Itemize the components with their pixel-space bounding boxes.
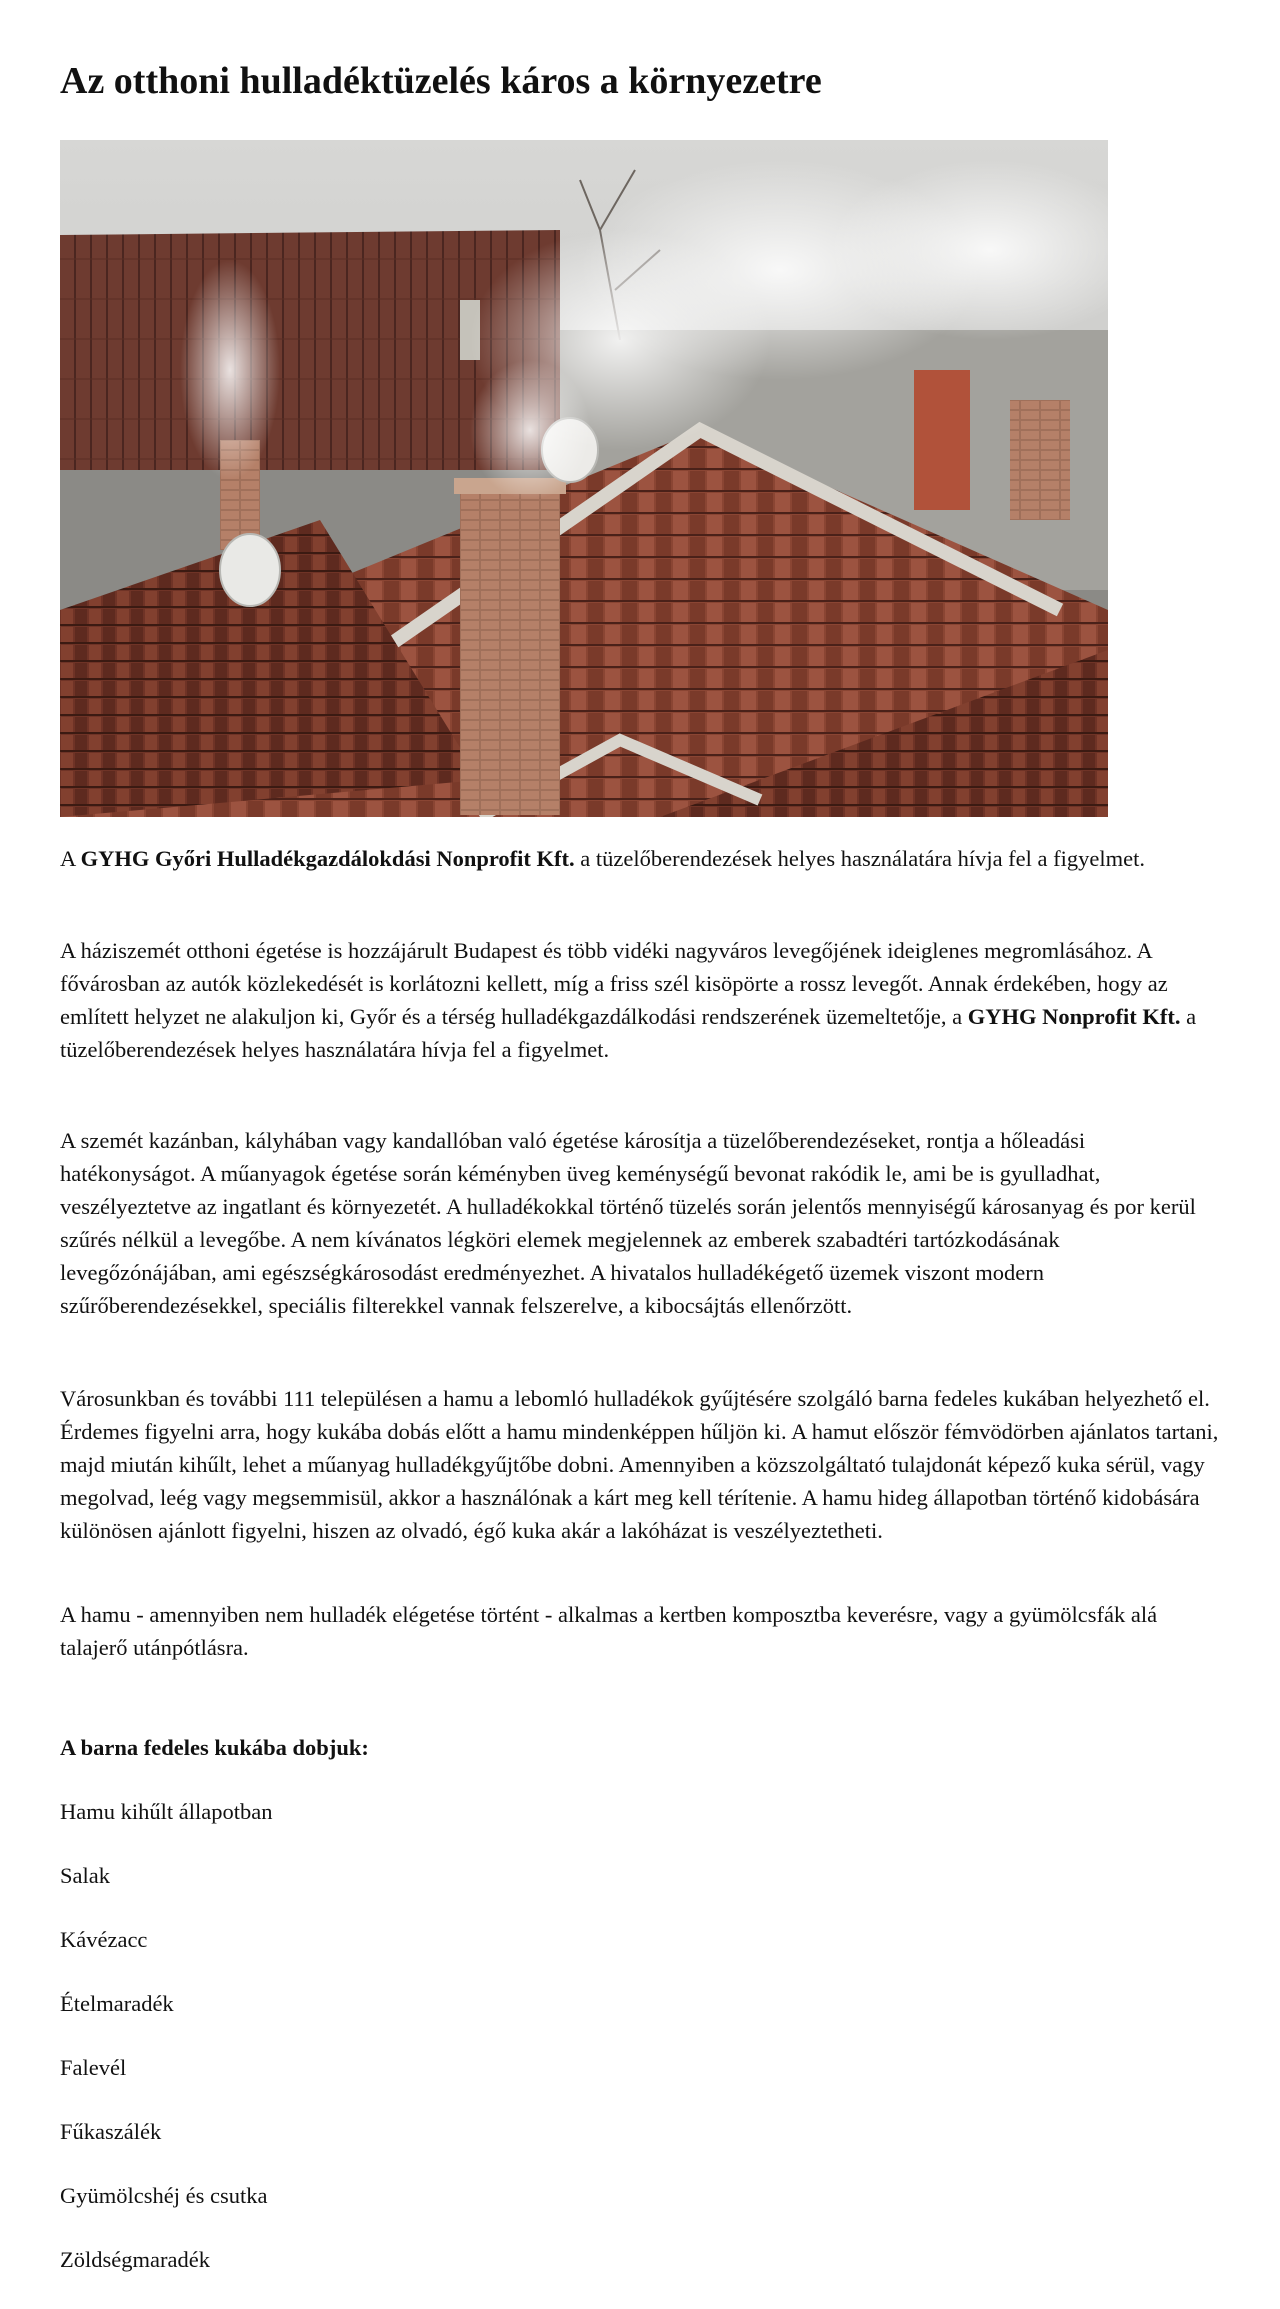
article-body	[60, 842, 1220, 1660]
paragraph-waste-burning: A szemét kazánban, kályhában vagy kandallóban való égetése károsítja a tüzelőberendezéseket, rontja a hőleadási hatékonyságot. A műanyagok égetése során kéményben üveg keménységű bevonat rakódik le, ami be is gyulladhat, veszélyeztetve az ingatlant és környezetét. A hulladékokkal történő tüzelés során jelentős mennyiségű károsanyag és por kerül szűrés nélkül a levegőbe. A nem kívánatos légköri elemek megjelennek az emberek szabadtéri tartózkodásának levegőzónájában, ami egészségkárosodást eredményezhet. A hivatalos hulladékégető üzemek viszont modern szűrőberendezésekkel, speciális filterekkel vannak felszerelve, a kibocsájtás ellenőrzött.	[60, 1128, 1196, 1318]
rooftops-smoking-chimneys-photo	[60, 140, 1108, 817]
brown-bin-list-heading: A barna fedeles kukába dobjuk:	[60, 1735, 369, 1760]
article-title: Az otthoni hulladéktüzelés káros a környezetre	[60, 60, 822, 102]
list-item: Fűkaszálék	[60, 2119, 162, 2144]
list-item: Salak	[60, 1863, 110, 1888]
intro-company-name: GYHG Győri Hulladékgazdálokdási Nonprofit Kft.	[80, 846, 575, 871]
list-item: Kávézacc	[60, 1927, 148, 1952]
para2-text-after: a tüzelőberendezések helyes használatára hívja fel a figyelmet.	[60, 1004, 1197, 1062]
paragraph-ash-compost: A hamu - amennyiben nem hulladék elégetése történt - alkalmas a kertben komposztba keverésre, vagy a gyümölcsfák alá talajerő utánpótlásra.	[60, 1602, 1158, 1660]
list-item: Falevél	[60, 2055, 127, 2080]
paragraph-air-quality	[60, 934, 1220, 1066]
para2-text-before: A háziszemét otthoni égetése is hozzájárult Budapest és több vidéki nagyváros levegőjének ideiglenes megromlásához. A fővárosban az autók közlekedését is korlátozni kellett, míg a friss szél kisöpörte a rossz levegőt. Annak érdekében, hogy az említett helyzet ne alakuljon ki, Győr és a térség hulladékgazdálkodási rendszerének üzemeltetője, a	[60, 938, 1168, 1029]
list-item: Zöldségmaradék	[60, 2247, 210, 2272]
para2-company-name: GYHG Nonprofit Kft.	[967, 1004, 1181, 1029]
list-item: Hamu kihűlt állapotban	[60, 1799, 273, 1824]
intro-text-before: A	[60, 846, 81, 871]
list-item: Gyümölcshéj és csutka	[60, 2183, 268, 2208]
list-item: Ételmaradék	[60, 1991, 174, 2016]
intro-paragraph	[60, 842, 1220, 908]
paragraph-ash-disposal: Városunkban és további 111 településen a hamu a lebomló hulladékok gyűjtésére szolgáló barna fedeles kukában helyezhető el. Érdemes figyelni arra, hogy kukába dobás előtt a hamu mindenképpen hűljön ki. A hamut először fémvödörben ajánlatos tartani, majd miután kihűlt, lehet a műanyag hulladékgyűjtőbe dobni. Amennyiben a közszolgáltató tulajdonát képező kuka sérül, vagy megolvad, leég vagy megsemmisül, akkor a használónak a kárt meg kell térítenie. A hamu hideg állapotban történő kidobására különösen ajánlott figyelni, hiszen az olvadó, égő kuka akár a lakóházat is veszélyeztetheti.	[60, 1386, 1219, 1543]
intro-text-after: a tüzelőberendezések helyes használatára hívja fel a figyelmet.	[574, 846, 1145, 871]
